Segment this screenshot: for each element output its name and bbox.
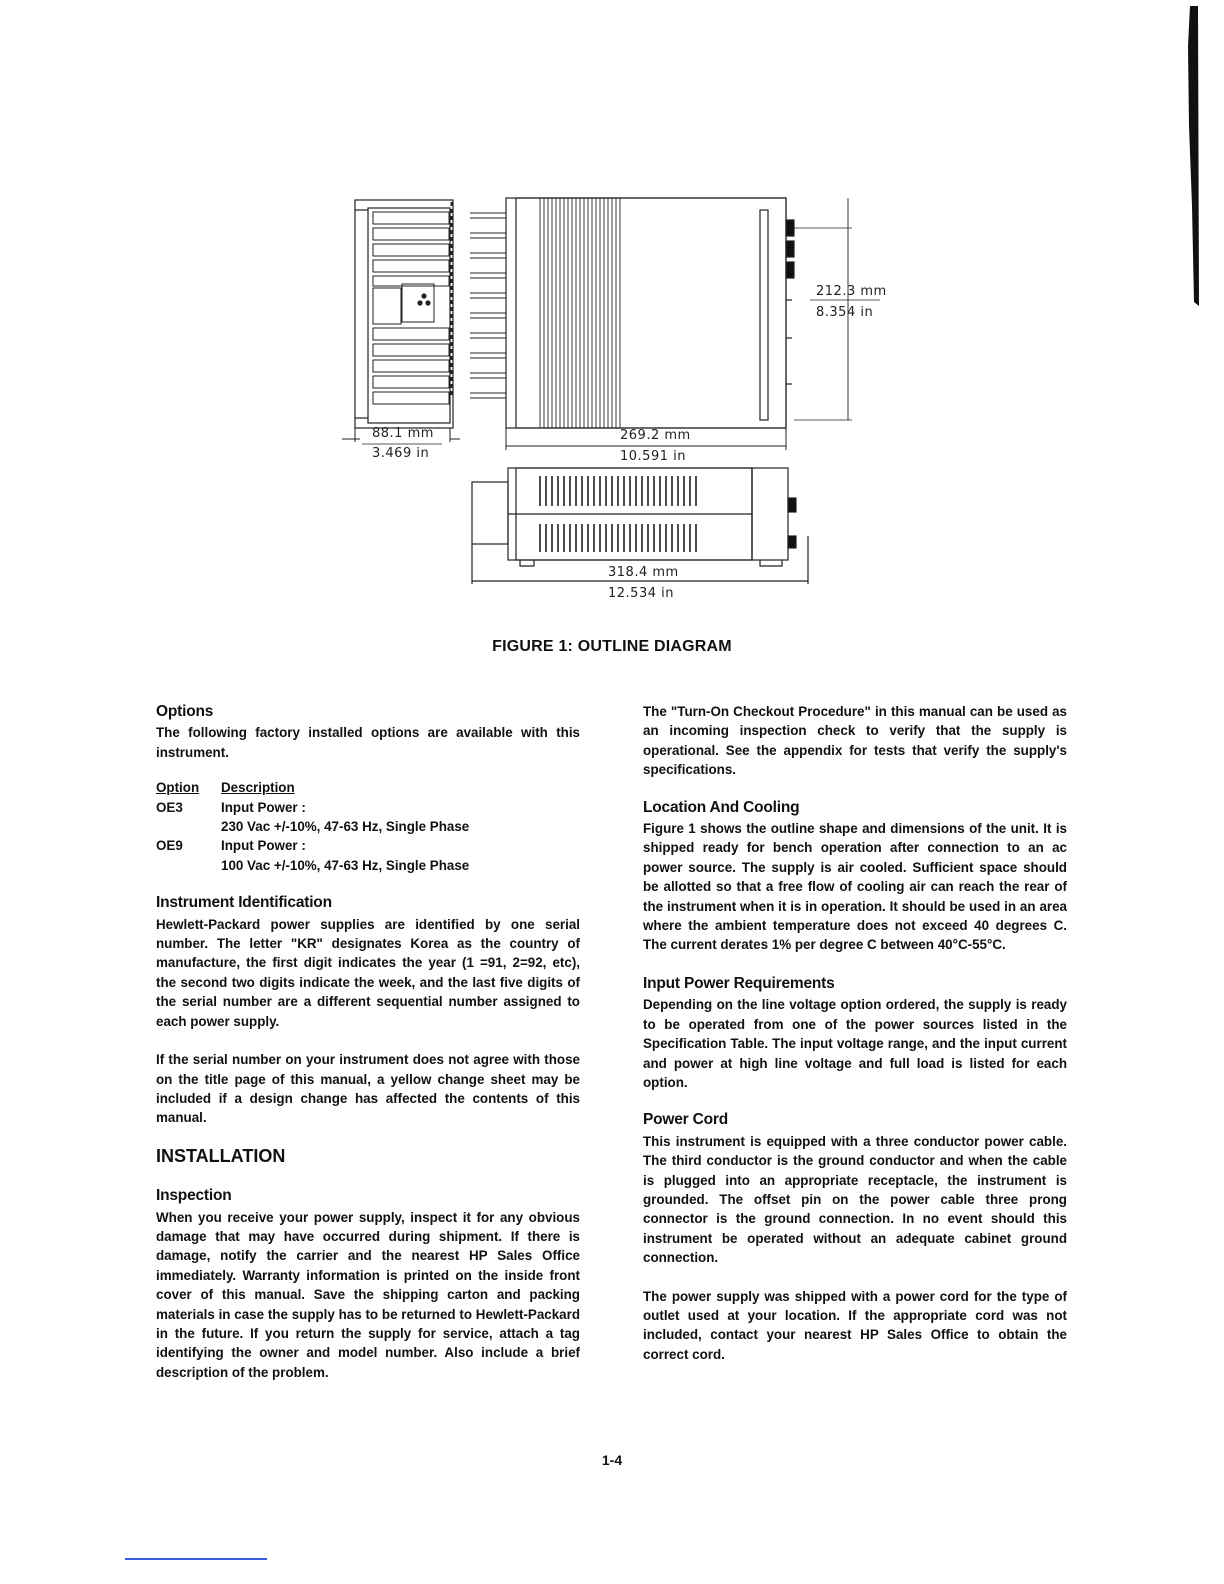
power-cord-paragraph-2: The power supply was shipped with a power cord for the type of outlet used at your location. If the appropriate cord was not included, contact your nearest HP Sales Office to obtain the correct cord. — [643, 1288, 1067, 1362]
checkout-paragraph: The "Turn-On Checkout Procedure" in this manual can be used as an incoming inspection check to verify that the supply is operational. See the appendix for tests that verify the supply's specifications. — [643, 704, 1067, 778]
figure-caption: FIGURE 1: OUTLINE DIAGRAM — [492, 638, 732, 655]
option-code: OE3 — [156, 799, 183, 815]
dim-width-in: 3.469 in — [372, 446, 430, 461]
dim-width-mm: 88.1 mm — [372, 426, 434, 441]
page-number: 1-4 — [601, 1452, 623, 1468]
dim-length-mm: 318.4 mm — [608, 565, 679, 580]
inspection-paragraph: When you receive your power supply, inspect it for any obvious damage that may have occurred during shipment. If there is damage, notify the carrier and the nearest HP Sales Office immediately. Warranty information is printed on the inside front cover of this manual. Save the shipping carton and packing materials in case the supply has to be returned to Hewlett-Packard in the future. If you return the supply for service, attach a tag identifying the owner and model number. Also include a brief description of the problem. — [156, 1209, 580, 1380]
right-column — [643, 702, 1067, 1364]
location-heading: Location And Cooling — [643, 798, 800, 816]
power-cord-heading: Power Cord — [643, 1111, 728, 1129]
location-paragraph: Figure 1 shows the outline shape and dimensions of the unit. It is shipped ready for bench operation after connection to an ac power source. The supply is air cooled. Sufficient space should be allotted so that a free flow of cooling air can reach the rear of the instrument when it is in operation. It should be used in an area where the ambient temperature does not exceed 40 degrees C. The current derates 1% per degree C between 40°C-55°C. — [643, 821, 1067, 953]
dim-depth-mm: 269.2 mm — [620, 428, 691, 443]
power-cord-paragraph-1: This instrument is equipped with a three conductor power cable. The third conductor is the ground conductor and when the cable is plugged into an appropriate receptacle, the instrument is grounded. The offset pin on the power cable three prong connector is the ground connection. In no event should this instrument be operated without an adequate cabinet ground connection. — [643, 1133, 1067, 1266]
option-desc-line2: 100 Vac +/-10%, 47-63 Hz, Single Phase — [221, 857, 470, 873]
outline-drawing — [340, 188, 900, 608]
option-desc-line1: Input Power : — [221, 838, 306, 854]
dim-height-in: 8.354 in — [816, 305, 874, 320]
options-table — [156, 778, 580, 875]
option-desc-line2: 230 Vac +/-10%, 47-63 Hz, Single Phase — [221, 819, 470, 835]
options-table-header — [156, 778, 580, 797]
footer-rule — [125, 1558, 267, 1560]
options-heading: Options — [156, 703, 214, 720]
left-column — [156, 702, 580, 1382]
option-code: OE9 — [156, 838, 183, 854]
power-requirements-heading: Input Power Requirements — [643, 974, 835, 992]
option-desc-line1: Input Power : — [221, 799, 306, 815]
identification-paragraph-1: Hewlett-Packard power supplies are identified by one serial number. The letter "KR" designates Korea as the country of manufacture, the first digit indicates the year (1 =91, 2=92, etc), the second two digits indicate the week, and the last five digits of the serial number are a different sequential number assigned to each power supply. — [156, 916, 580, 1029]
description-column-header: Description — [221, 780, 295, 796]
dim-depth-in: 10.591 in — [620, 449, 686, 464]
option-row-oe9 — [156, 836, 580, 875]
front-view — [355, 200, 453, 428]
power-requirements-paragraph: Depending on the line voltage option ordered, the supply is ready to be operated from one of the power sources listed in the Specification Table. The input voltage range, and the input current and power at high line voltage and full load is listed for each option. — [643, 997, 1067, 1090]
identification-paragraph-2: If the serial number on your instrument does not agree with those on the title page of this manual, a yellow change sheet may be included if a design change has affected the contents of this manual. — [156, 1052, 580, 1126]
outline-diagram — [340, 188, 900, 608]
dim-height-mm: 212.3 mm — [816, 284, 887, 299]
option-column-header: Option — [156, 780, 200, 796]
options-intro: The following factory installed options are available with this instrument. — [156, 725, 580, 760]
option-row-oe3 — [156, 798, 580, 837]
scan-edge-mark — [1186, 6, 1200, 306]
identification-heading: Instrument Identification — [156, 894, 332, 912]
installation-heading: INSTALLATION — [156, 1145, 286, 1166]
dim-length-in: 12.534 in — [608, 586, 674, 601]
inspection-heading: Inspection — [156, 1187, 232, 1205]
